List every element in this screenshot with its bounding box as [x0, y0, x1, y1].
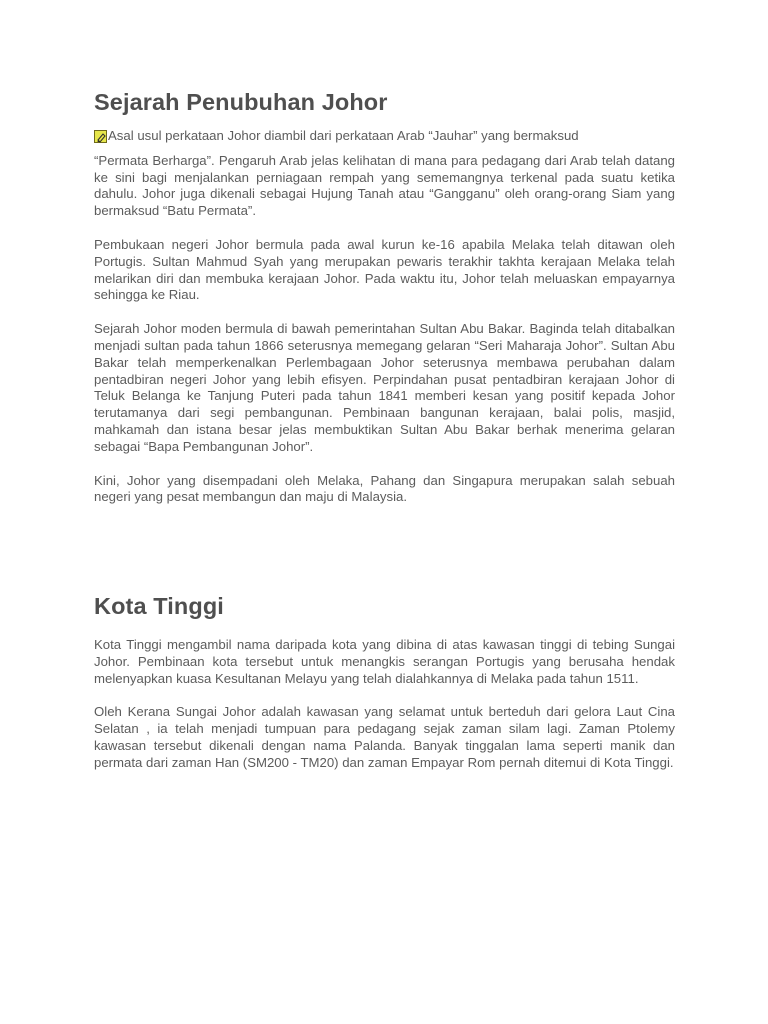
comment-note-icon[interactable]: [94, 130, 107, 143]
paragraph: Kini, Johor yang disempadani oleh Melaka, Pahang dan Singapura merupakan salah sebuah negeri yang pesat membangun dan maju di Malaysia.: [94, 472, 675, 505]
lead-line: [94, 128, 675, 145]
section-kota-tinggi: [94, 592, 675, 772]
section-sejarah: [94, 88, 675, 506]
paragraph: “Permata Berharga”. Pengaruh Arab jelas kelihatan di mana para pedagang dari Arab telah datang ke sini bagi menjalankan perniagaan rempah yang sememangnya terkenal pada suatu ketika dahulu. Johor juga dikenali sebagai Hujung Tanah atau “Gangganu” oleh orang-orang Siam yang bermaksud “Batu Permata”.: [94, 152, 675, 219]
paragraph: Sejarah Johor moden bermula di bawah pemerintahan Sultan Abu Bakar. Baginda telah ditabalkan menjadi sultan pada tahun 1866 seterusnya memegang gelaran “Seri Maharaja Johor”. Sultan Abu Bakar telah memperkenalkan Perlembagaan Johor seterusnya membawa perubahan dalam pentadbiran negeri Johor yang lebih efisyen. Perpindahan pusat pentadbiran kerajaan Johor di Teluk Belanga ke Tanjung Puteri pada tahun 1841 memberi kesan yang positif kepada Johor terutamanya dari segi pembangunan. Pembinaan bangunan kerajaan, balai polis, masjid, mahkamah dan istana besar jelas membuktikan Sultan Abu Bakar berhak menerima gelaran sebagai “Bapa Pembangunan Johor”.: [94, 321, 675, 454]
paragraphs-sejarah: [94, 153, 675, 506]
paragraph: Pembukaan negeri Johor bermula pada awal kurun ke-16 apabila Melaka telah ditawan oleh Portugis. Sultan Mahmud Syah yang merupakan pewaris terakhir takhta kerajaan Melaka telah melarikan diri dan membuka kerajaan Johor. Pada waktu itu, Johor telah meluaskan empayarnya sehingga ke Riau.: [94, 236, 675, 303]
paragraph: Oleh Kerana Sungai Johor adalah kawasan yang selamat untuk berteduh dari gelora Laut Cina Selatan , ia telah menjadi tumpuan para pedagang sejak zaman silam lagi. Zaman Ptolemy kawasan tersebut dikenali dengan nama Palanda. Banyak tinggalan lama seperti manik dan permata dari zaman Han (SM200 - TM20) dan zaman Empayar Rom pernah ditemui di Kota Tinggi.: [94, 704, 675, 770]
paragraph: Kota Tinggi mengambil nama daripada kota yang dibina di atas kawasan tinggi di tebing Sungai Johor. Pembinaan kota tersebut untuk menangkis serangan Portugis yang berusaha hendak melenyapkan kuasa Kesultanan Melayu yang telah dialahkannya di Melaka pada tahun 1511.: [94, 637, 675, 686]
lead-text: Asal usul perkataan Johor diambil dari perkataan Arab “Jauhar” yang bermaksud: [108, 128, 579, 143]
heading-sejarah: Sejarah Penubuhan Johor: [94, 89, 388, 115]
paragraphs-kota-tinggi: [94, 637, 675, 772]
heading-kota-tinggi: Kota Tinggi: [94, 593, 224, 619]
